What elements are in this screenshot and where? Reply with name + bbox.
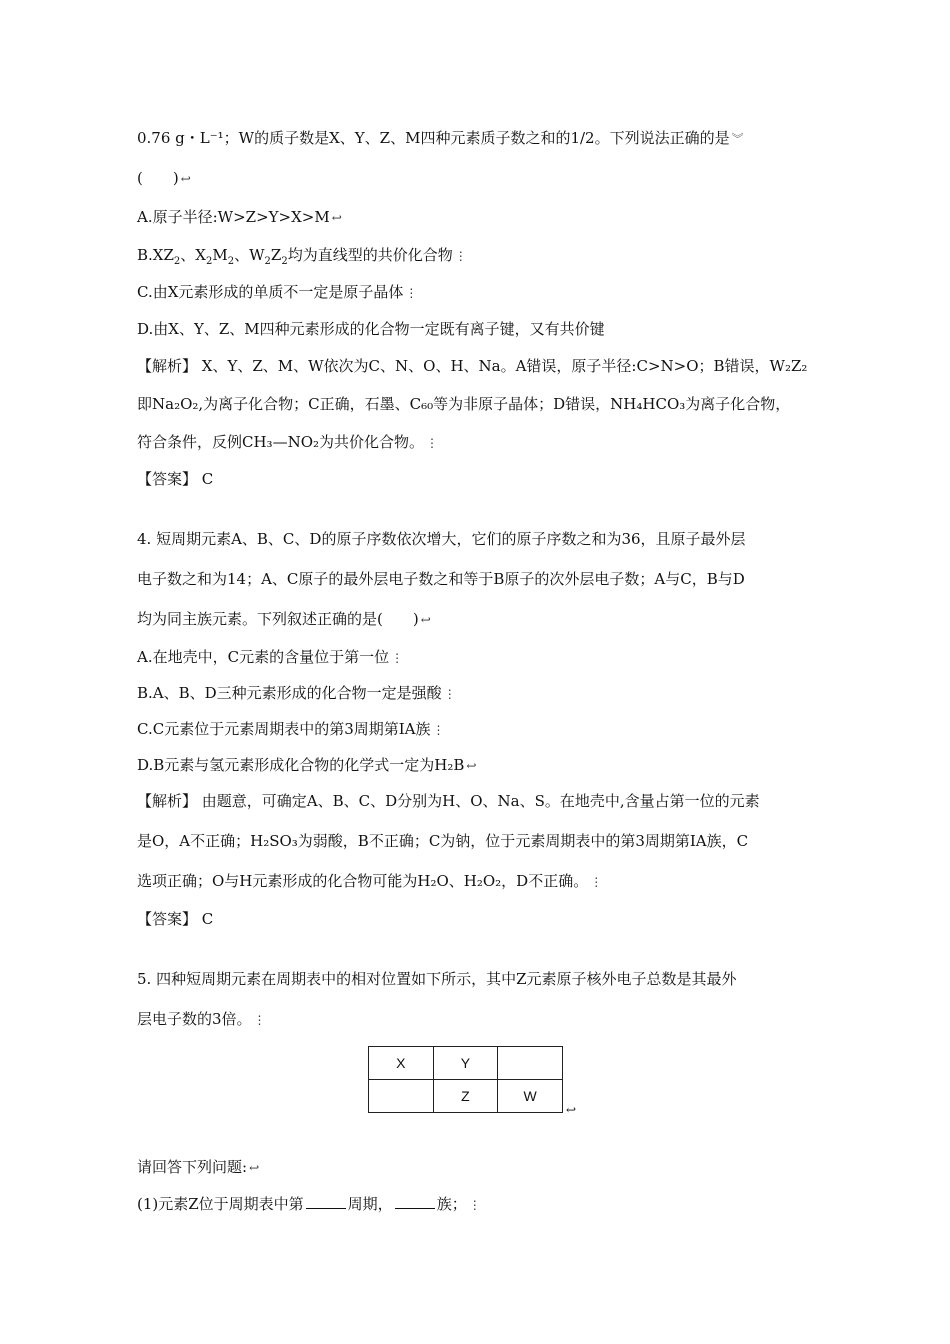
- table-cell: [498, 1047, 563, 1080]
- q3-stem-line-2: ( ) ↩: [137, 169, 191, 187]
- format-mark-icon: ⋮: [443, 687, 456, 701]
- q3-analysis-line-2: 即Na₂O₂,为离子化合物；C正确，石墨、C₆₀等为非原子晶体；D错误，NH₄HCO₃为离子化合物，: [137, 395, 791, 413]
- format-mark-icon: ⋮: [468, 1198, 481, 1212]
- table-cell: Z: [433, 1080, 498, 1113]
- q5-prompt: 请回答下列问题: ↩: [137, 1158, 260, 1176]
- return-arrow-icon: ↩: [466, 759, 477, 773]
- format-mark-icon: ⋮: [253, 1013, 266, 1027]
- q4-stem-line-1: 4. 短周期元素A、B、C、D的原子序数依次增大，它们的原子序数之和为36，且原子最外层: [137, 530, 746, 548]
- q4-stem-line-3: 均为同主族元素。下列叙述正确的是( ) ↩: [137, 610, 431, 628]
- return-arrow-icon: ↩: [180, 172, 191, 186]
- format-mark-icon: ⋮: [432, 723, 445, 737]
- q4-analysis-line-3: 选项正确；O与H元素形成的化合物可能为H₂O、H₂O₂，D不正确。 ⋮: [137, 872, 603, 890]
- return-arrow-icon: ↩: [420, 613, 431, 627]
- q4-answer: 【答案】 C: [137, 910, 214, 928]
- q4-analysis-line-1: 【解析】 由题意，可确定A、B、C、D分别为H、O、Na、S。在地壳中,含量占第一位的元素: [137, 792, 760, 810]
- q5-stem-line-2: 层电子数的3倍。 ⋮: [137, 1010, 266, 1028]
- table-cell: Y: [433, 1047, 498, 1080]
- format-mark-icon: ⋮: [426, 436, 439, 450]
- q4-stem-line-2: 电子数之和为14；A、C原子的最外层电子数之和等于B原子的次外层电子数；A与C，B与D: [137, 570, 745, 588]
- answer-blank[interactable]: [306, 1194, 346, 1209]
- q5-stem-line-1: 5. 四种短周期元素在周期表中的相对位置如下所示，其中Z元素原子核外电子总数是其最外: [137, 970, 737, 988]
- q3-option-b: $B.XZ_2$、$X_2M_2$、$W_2Z_2$均为直线型的共价化合物 ⋮: [137, 246, 467, 267]
- table-cell: W: [498, 1080, 563, 1113]
- q3-answer: 【答案】 C: [137, 470, 214, 488]
- format-mark-icon: ⋮: [405, 286, 418, 300]
- return-arrow-icon: ↩: [249, 1161, 260, 1175]
- q4-option-c: C.C元素位于元素周期表中的第3周期第ⅠA族 ⋮: [137, 720, 445, 738]
- q3-stem-line-1: 0.76 g・L⁻¹；W的质子数是X、Y、Z、M四种元素质子数之和的1/2。下列说法正确的是 ︾: [137, 129, 744, 147]
- return-arrow-icon: ↩: [331, 211, 342, 225]
- return-arrow-icon: ↩: [566, 1103, 577, 1117]
- format-mark-icon: ⋮: [391, 651, 404, 665]
- q3-option-a: A.原子半径:W>Z>Y>X>M ↩: [137, 208, 342, 226]
- q4-option-b: B.A、B、D三种元素形成的化合物一定是强酸 ⋮: [137, 684, 456, 702]
- q3-option-c: C.由X元素形成的单质不一定是原子晶体 ⋮: [137, 283, 418, 301]
- q4-option-d: D.B元素与氢元素形成化合物的化学式一定为H₂B ↩: [137, 756, 477, 774]
- periodic-position-table: [368, 1046, 563, 1113]
- q4-analysis-line-2: 是O，A不正确；H₂SO₃为弱酸，B不正确；C为钠，位于元素周期表中的第3周期第ⅠA族，C: [137, 832, 749, 850]
- q3-analysis-line-3: 符合条件，反例CH₃—NO₂为共价化合物。 ⋮: [137, 433, 439, 451]
- format-mark-icon: ⋮: [590, 875, 603, 889]
- table-cell: [369, 1080, 434, 1113]
- q3-analysis-line-1: 【解析】 X、Y、Z、M、W依次为C、N、O、H、Na。A错误，原子半径:C>N>O；B错误，W₂Z₂: [137, 357, 808, 375]
- q4-option-a: A.在地壳中，C元素的含量位于第一位 ⋮: [137, 648, 404, 666]
- q5-sub-question-1: (1)元素Z位于周期表中第 周期， 族； ⋮: [137, 1195, 481, 1213]
- q3-option-d: D.由X、Y、Z、M四种元素形成的化合物一定既有离子键，又有共价键: [137, 320, 605, 338]
- table-row: [369, 1080, 563, 1113]
- formatting-mark-icon: ︾: [731, 132, 744, 146]
- answer-blank[interactable]: [395, 1194, 435, 1209]
- table-cell: X: [369, 1047, 434, 1080]
- table-row: [369, 1047, 563, 1080]
- format-mark-icon: ⋮: [454, 249, 467, 263]
